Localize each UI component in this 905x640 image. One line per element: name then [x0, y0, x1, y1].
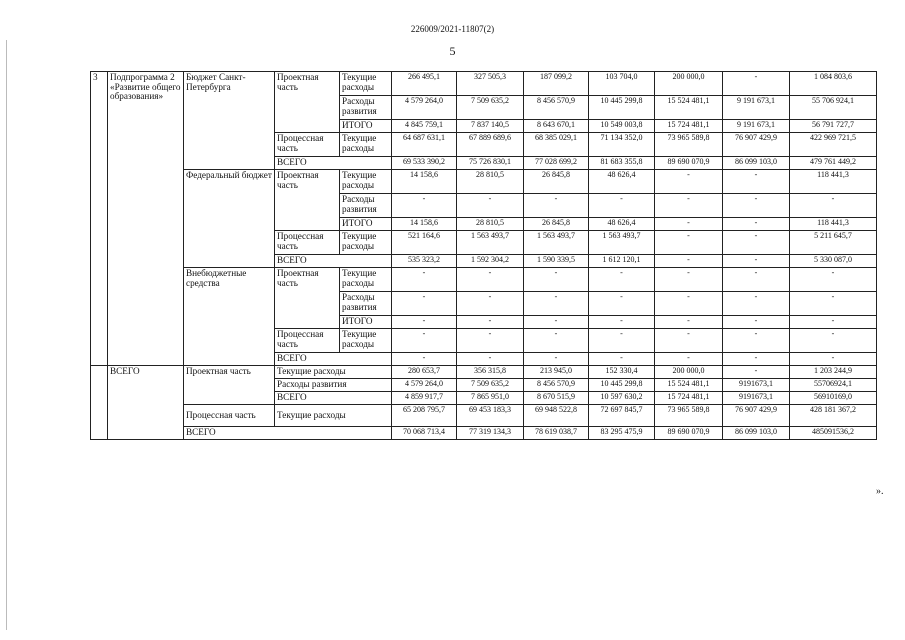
- value-cell: -: [723, 366, 790, 379]
- value-cell: 28 810,5: [457, 170, 524, 194]
- value-cell: 86 099 103,0: [723, 157, 790, 170]
- grand-current-label: Текущие расходы: [275, 366, 392, 379]
- process-part-label: Процессная часть: [275, 133, 340, 157]
- source-total-label: ВСЕГО: [275, 255, 392, 268]
- value-cell: 69 533 390,2: [392, 157, 457, 170]
- project-part-label: Проектная часть: [275, 170, 340, 231]
- table-row: [91, 405, 877, 427]
- process-part-label: Процессная часть: [275, 231, 340, 255]
- value-cell: 7 509 635,2: [457, 379, 524, 392]
- value-cell: 266 495,1: [392, 72, 457, 96]
- process-current-label: Текущие расходы: [340, 329, 392, 353]
- value-cell: -: [457, 329, 524, 353]
- table-row: [91, 427, 877, 440]
- value-cell: 103 704,0: [589, 72, 655, 96]
- source-name: Внебюджетные средства: [184, 268, 275, 366]
- value-cell: 187 099,2: [524, 72, 589, 96]
- value-cell: 71 134 352,0: [589, 133, 655, 157]
- value-cell: -: [457, 316, 524, 329]
- value-cell: -: [790, 353, 877, 366]
- grand-process-label: Процессная часть: [184, 405, 275, 427]
- value-cell: 26 845,8: [524, 170, 589, 194]
- value-cell: -: [655, 218, 723, 231]
- program-name: Подпрограмма 2 «Развитие общего образования»: [108, 72, 184, 366]
- value-cell: 15 724 481,1: [655, 392, 723, 405]
- value-cell: -: [655, 292, 723, 316]
- development-expenses-label: Расходы развития: [340, 292, 392, 316]
- value-cell: 10 597 630,2: [589, 392, 655, 405]
- value-cell: -: [589, 194, 655, 218]
- value-cell: 152 330,4: [589, 366, 655, 379]
- value-cell: -: [723, 316, 790, 329]
- value-cell: -: [524, 194, 589, 218]
- value-cell: 521 164,6: [392, 231, 457, 255]
- value-cell: -: [457, 353, 524, 366]
- document-id: 226009/2021-11807(2): [410, 24, 495, 34]
- value-cell: -: [723, 231, 790, 255]
- value-cell: 65 208 795,7: [392, 405, 457, 427]
- value-cell: 73 965 589,8: [655, 133, 723, 157]
- value-cell: 56 791 727,7: [790, 120, 877, 133]
- value-cell: 48 626,4: [589, 170, 655, 194]
- value-cell: 200 000,0: [655, 366, 723, 379]
- value-cell: -: [457, 268, 524, 292]
- value-cell: -: [392, 194, 457, 218]
- current-expenses-label: Текущие расходы: [340, 170, 392, 194]
- value-cell: -: [457, 194, 524, 218]
- value-cell: -: [723, 329, 790, 353]
- value-cell: 89 690 070,9: [655, 427, 723, 440]
- value-cell: 5 330 087,0: [790, 255, 877, 268]
- value-cell: -: [655, 170, 723, 194]
- value-cell: 64 687 631,1: [392, 133, 457, 157]
- itogo-label: ИТОГО: [340, 218, 392, 231]
- value-cell: 9 191 673,1: [723, 96, 790, 120]
- value-cell: 70 068 713,4: [392, 427, 457, 440]
- funding-table: [90, 71, 877, 440]
- source-name: Федеральный бюджет: [184, 170, 275, 268]
- value-cell: -: [790, 194, 877, 218]
- value-cell: 535 323,2: [392, 255, 457, 268]
- value-cell: -: [723, 218, 790, 231]
- grand-final-total-label: ВСЕГО: [184, 427, 392, 440]
- value-cell: 14 158,6: [392, 170, 457, 194]
- value-cell: -: [790, 268, 877, 292]
- value-cell: 15 524 481,1: [655, 96, 723, 120]
- value-cell: 1 592 304,2: [457, 255, 524, 268]
- value-cell: 356 315,8: [457, 366, 524, 379]
- value-cell: 75 726 830,1: [457, 157, 524, 170]
- value-cell: 72 697 845,7: [589, 405, 655, 427]
- current-expenses-label: Текущие расходы: [340, 268, 392, 292]
- value-cell: 327 505,3: [457, 72, 524, 96]
- value-cell: -: [392, 268, 457, 292]
- value-cell: 9191673,1: [723, 392, 790, 405]
- grand-subtotal-label: ВСЕГО: [275, 392, 392, 405]
- blank-cell: [91, 366, 108, 440]
- value-cell: -: [524, 292, 589, 316]
- value-cell: 76 907 429,9: [723, 405, 790, 427]
- value-cell: 7 865 951,0: [457, 392, 524, 405]
- value-cell: 1 203 244,9: [790, 366, 877, 379]
- source-name: Бюджет Санкт-Петербурга: [184, 72, 275, 170]
- value-cell: 280 653,7: [392, 366, 457, 379]
- process-part-label: Процессная часть: [275, 329, 340, 353]
- process-current-label: Текущие расходы: [340, 231, 392, 255]
- value-cell: 422 969 721,5: [790, 133, 877, 157]
- value-cell: 200 000,0: [655, 72, 723, 96]
- table-row: [91, 268, 877, 292]
- value-cell: -: [723, 353, 790, 366]
- grand-process-current-label: Текущие расходы: [275, 405, 392, 427]
- value-cell: 78 619 038,7: [524, 427, 589, 440]
- value-cell: 8 456 570,9: [524, 379, 589, 392]
- value-cell: 7 509 635,2: [457, 96, 524, 120]
- value-cell: -: [392, 292, 457, 316]
- value-cell: -: [392, 353, 457, 366]
- value-cell: 8 456 570,9: [524, 96, 589, 120]
- value-cell: -: [655, 268, 723, 292]
- value-cell: 118 441,3: [790, 170, 877, 194]
- program-index: 3: [91, 72, 108, 366]
- value-cell: -: [723, 255, 790, 268]
- value-cell: -: [589, 353, 655, 366]
- value-cell: 81 683 355,8: [589, 157, 655, 170]
- value-cell: -: [589, 268, 655, 292]
- value-cell: 15 524 481,1: [655, 379, 723, 392]
- grand-project-label: Проектная часть: [184, 366, 275, 405]
- value-cell: 14 158,6: [392, 218, 457, 231]
- value-cell: 73 965 589,8: [655, 405, 723, 427]
- value-cell: -: [790, 316, 877, 329]
- value-cell: -: [655, 231, 723, 255]
- scan-edge-line: [6, 40, 7, 630]
- value-cell: 485091536,2: [790, 427, 877, 440]
- value-cell: -: [392, 316, 457, 329]
- value-cell: -: [723, 194, 790, 218]
- source-total-label: ВСЕГО: [275, 157, 392, 170]
- table-row: [91, 72, 877, 96]
- value-cell: -: [524, 329, 589, 353]
- value-cell: 10 549 003,8: [589, 120, 655, 133]
- value-cell: 67 889 689,6: [457, 133, 524, 157]
- value-cell: 118 441,3: [790, 218, 877, 231]
- value-cell: 89 690 070,9: [655, 157, 723, 170]
- project-part-label: Проектная часть: [275, 72, 340, 133]
- value-cell: -: [655, 255, 723, 268]
- value-cell: -: [524, 316, 589, 329]
- value-cell: 69 453 183,3: [457, 405, 524, 427]
- table-row: [91, 366, 877, 379]
- value-cell: -: [790, 292, 877, 316]
- value-cell: -: [723, 292, 790, 316]
- itogo-label: ИТОГО: [340, 316, 392, 329]
- value-cell: 69 948 522,8: [524, 405, 589, 427]
- process-current-label: Текущие расходы: [340, 133, 392, 157]
- development-expenses-label: Расходы развития: [340, 194, 392, 218]
- current-expenses-label: Текущие расходы: [340, 72, 392, 96]
- value-cell: 55706924,1: [790, 379, 877, 392]
- value-cell: 4 859 917,7: [392, 392, 457, 405]
- value-cell: -: [723, 268, 790, 292]
- value-cell: -: [457, 292, 524, 316]
- value-cell: 4 579 264,0: [392, 379, 457, 392]
- value-cell: 56910169,0: [790, 392, 877, 405]
- value-cell: -: [655, 316, 723, 329]
- value-cell: 68 385 029,1: [524, 133, 589, 157]
- itogo-label: ИТОГО: [340, 120, 392, 133]
- value-cell: 86 099 103,0: [723, 427, 790, 440]
- value-cell: -: [723, 170, 790, 194]
- value-cell: 8 643 670,1: [524, 120, 589, 133]
- table-row: [91, 170, 877, 194]
- value-cell: 1 590 339,5: [524, 255, 589, 268]
- value-cell: 1 084 803,6: [790, 72, 877, 96]
- value-cell: -: [589, 292, 655, 316]
- value-cell: -: [392, 329, 457, 353]
- value-cell: -: [655, 329, 723, 353]
- value-cell: 55 706 924,1: [790, 96, 877, 120]
- table-body: [91, 72, 877, 440]
- value-cell: 1 563 493,7: [589, 231, 655, 255]
- value-cell: -: [589, 329, 655, 353]
- value-cell: 5 211 645,7: [790, 231, 877, 255]
- value-cell: 15 724 481,1: [655, 120, 723, 133]
- value-cell: 83 295 475,9: [589, 427, 655, 440]
- value-cell: 48 626,4: [589, 218, 655, 231]
- value-cell: -: [790, 329, 877, 353]
- value-cell: -: [524, 268, 589, 292]
- value-cell: -: [723, 72, 790, 96]
- value-cell: 77 028 699,2: [524, 157, 589, 170]
- value-cell: 1 612 120,1: [589, 255, 655, 268]
- value-cell: -: [655, 194, 723, 218]
- closing-quote: ».: [876, 486, 884, 497]
- value-cell: 7 837 140,5: [457, 120, 524, 133]
- value-cell: 26 845,8: [524, 218, 589, 231]
- value-cell: -: [655, 353, 723, 366]
- value-cell: 4 845 759,1: [392, 120, 457, 133]
- value-cell: 8 670 515,9: [524, 392, 589, 405]
- value-cell: 428 181 367,2: [790, 405, 877, 427]
- value-cell: 479 761 449,2: [790, 157, 877, 170]
- value-cell: 9 191 673,1: [723, 120, 790, 133]
- grand-total-label: ВСЕГО: [108, 366, 184, 440]
- value-cell: 28 810,5: [457, 218, 524, 231]
- project-part-label: Проектная часть: [275, 268, 340, 329]
- grand-dev-label: Расходы развития: [275, 379, 392, 392]
- value-cell: 1 563 493,7: [524, 231, 589, 255]
- value-cell: 9191673,1: [723, 379, 790, 392]
- value-cell: 76 907 429,9: [723, 133, 790, 157]
- value-cell: 4 579 264,0: [392, 96, 457, 120]
- value-cell: 10 445 299,8: [589, 379, 655, 392]
- development-expenses-label: Расходы развития: [340, 96, 392, 120]
- value-cell: -: [589, 316, 655, 329]
- value-cell: 213 945,0: [524, 366, 589, 379]
- value-cell: -: [524, 353, 589, 366]
- value-cell: 10 445 299,8: [589, 96, 655, 120]
- source-total-label: ВСЕГО: [275, 353, 392, 366]
- page-number: 5: [449, 44, 456, 58]
- value-cell: 1 563 493,7: [457, 231, 524, 255]
- value-cell: 77 319 134,3: [457, 427, 524, 440]
